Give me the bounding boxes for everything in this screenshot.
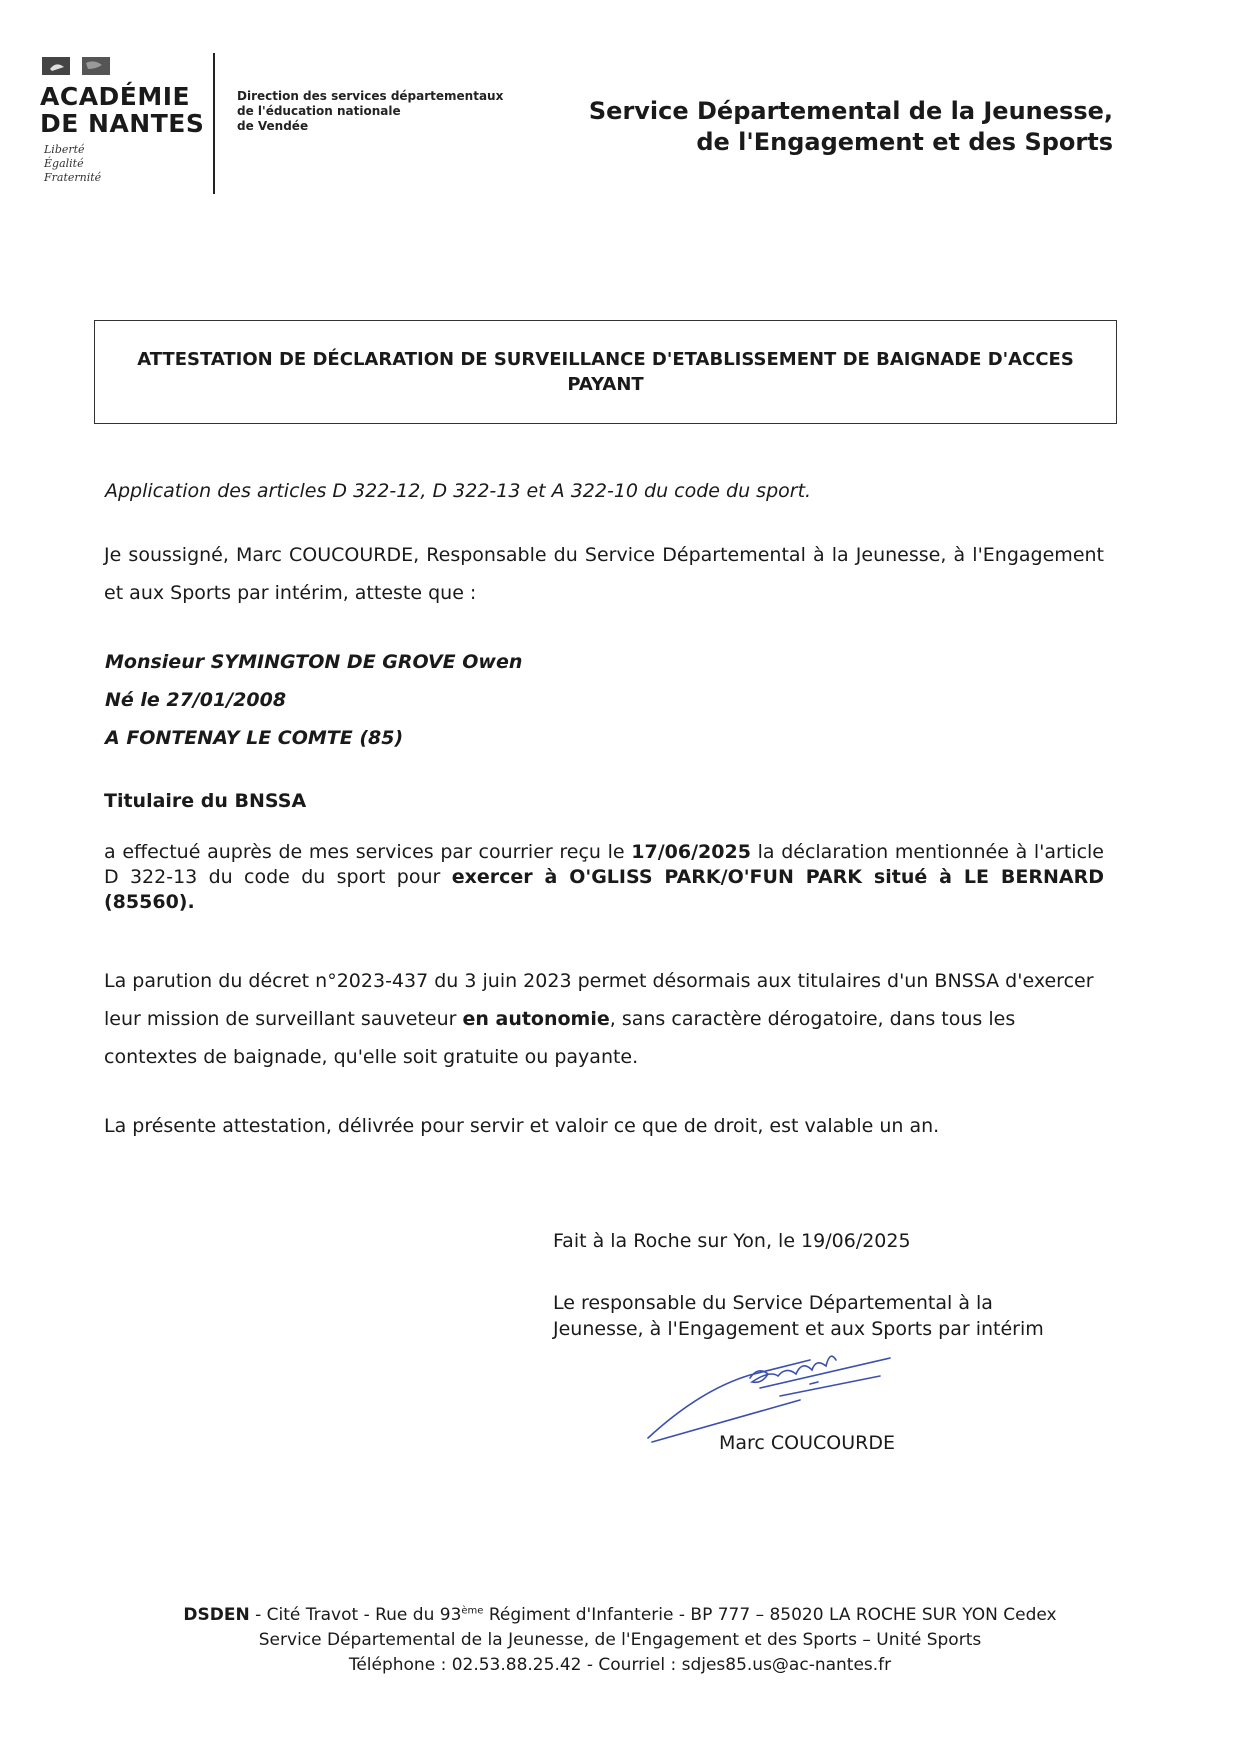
header-divider <box>213 53 215 194</box>
declaration-date: 17/06/2025 <box>631 841 751 863</box>
decret-text-pre: La parution du décret n°2023-437 du 3 juin 2023 permet désormais aux titulaires d'un BNSSA d'exercer leur mission de surveillant sauveteur <box>104 970 1094 1030</box>
application-articles: Application des articles D 322-12, D 322-13 et A 322-10 du code du sport. <box>105 480 812 502</box>
direction-line3: de Vendée <box>237 119 309 133</box>
decret-paragraph <box>104 962 1104 1076</box>
academy-name-line2: DE NANTES <box>40 109 205 138</box>
footer-address-pre: - Cité Travot - Rue du 93 <box>249 1605 462 1625</box>
title-box <box>94 320 1117 424</box>
person-birth-date: Né le 27/01/2008 <box>105 689 287 711</box>
place-date: Fait à la Roche sur Yon, le 19/06/2025 <box>553 1230 911 1252</box>
motto-egalite: Égalité <box>44 157 84 170</box>
declaration-text-mid: la déclaration mentionnée à l'article D 322-13 du code du sport pour <box>104 841 1104 888</box>
service-title-line1: Service Départemental de la Jeunesse, <box>588 97 1113 125</box>
footer-contact: Téléphone : 02.53.88.25.42 - Courriel : sdjes85.us@ac-nantes.fr <box>348 1655 892 1675</box>
decret-autonomie: en autonomie <box>462 1008 610 1030</box>
declaration-text-pre: a effectué auprès de mes services par courrier reçu le <box>104 841 632 863</box>
person-name: Monsieur SYMINGTON DE GROVE Owen <box>105 651 523 673</box>
footer-dsden: DSDEN <box>183 1605 250 1625</box>
motto-liberte: Liberté <box>44 143 85 156</box>
academy-name-line1: ACADÉMIE <box>40 82 191 111</box>
direction-line1: Direction des services départementaux <box>237 89 504 103</box>
titulaire-bnssa: Titulaire du BNSSA <box>104 790 307 812</box>
signer-name: Marc COUCOURDE <box>719 1432 896 1454</box>
declaration-paragraph <box>104 840 1104 915</box>
direction-line2: de l'éducation nationale <box>237 104 401 118</box>
footer-address <box>0 1605 1240 1625</box>
footer-address-post: Régiment d'Infanterie - BP 777 – 85020 LA ROCHE SUR YON Cedex <box>483 1605 1057 1625</box>
person-birth-place: A FONTENAY LE COMTE (85) <box>105 727 404 749</box>
document-title: ATTESTATION DE DÉCLARATION DE SURVEILLANCE D'ETABLISSEMENT DE BAIGNADE D'ACCES PAYANT <box>137 349 1074 395</box>
signatory-title: Le responsable du Service Départemental à la Jeunesse, à l'Engagement et aux Sports par intérim <box>553 1292 1044 1340</box>
motto-fraternite: Fraternité <box>44 171 102 184</box>
marianne-logo-icon <box>42 55 110 77</box>
footer-service: Service Départemental de la Jeunesse, de l'Engagement et des Sports – Unité Sports <box>258 1630 982 1650</box>
validity-paragraph: La présente attestation, délivrée pour servir et valoir ce que de droit, est valable un an. <box>104 1115 940 1137</box>
decret-text-post: , sans caractère dérogatoire, dans tous les contextes de baignade, qu'elle soit gratuite ou payante. <box>104 1008 1016 1068</box>
declaration-place: exercer à O'GLISS PARK/O'FUN PARK situé à LE BERNARD (85560). <box>104 866 1104 913</box>
service-title-line2: de l'Engagement et des Sports <box>696 128 1113 156</box>
intro-paragraph: Je soussigné, Marc COUCOURDE, Responsable du Service Départemental à la Jeunesse, à l'Engagement et aux Sports par intérim, atteste que : <box>104 544 1104 604</box>
footer-address-sup: ème <box>461 1605 484 1617</box>
